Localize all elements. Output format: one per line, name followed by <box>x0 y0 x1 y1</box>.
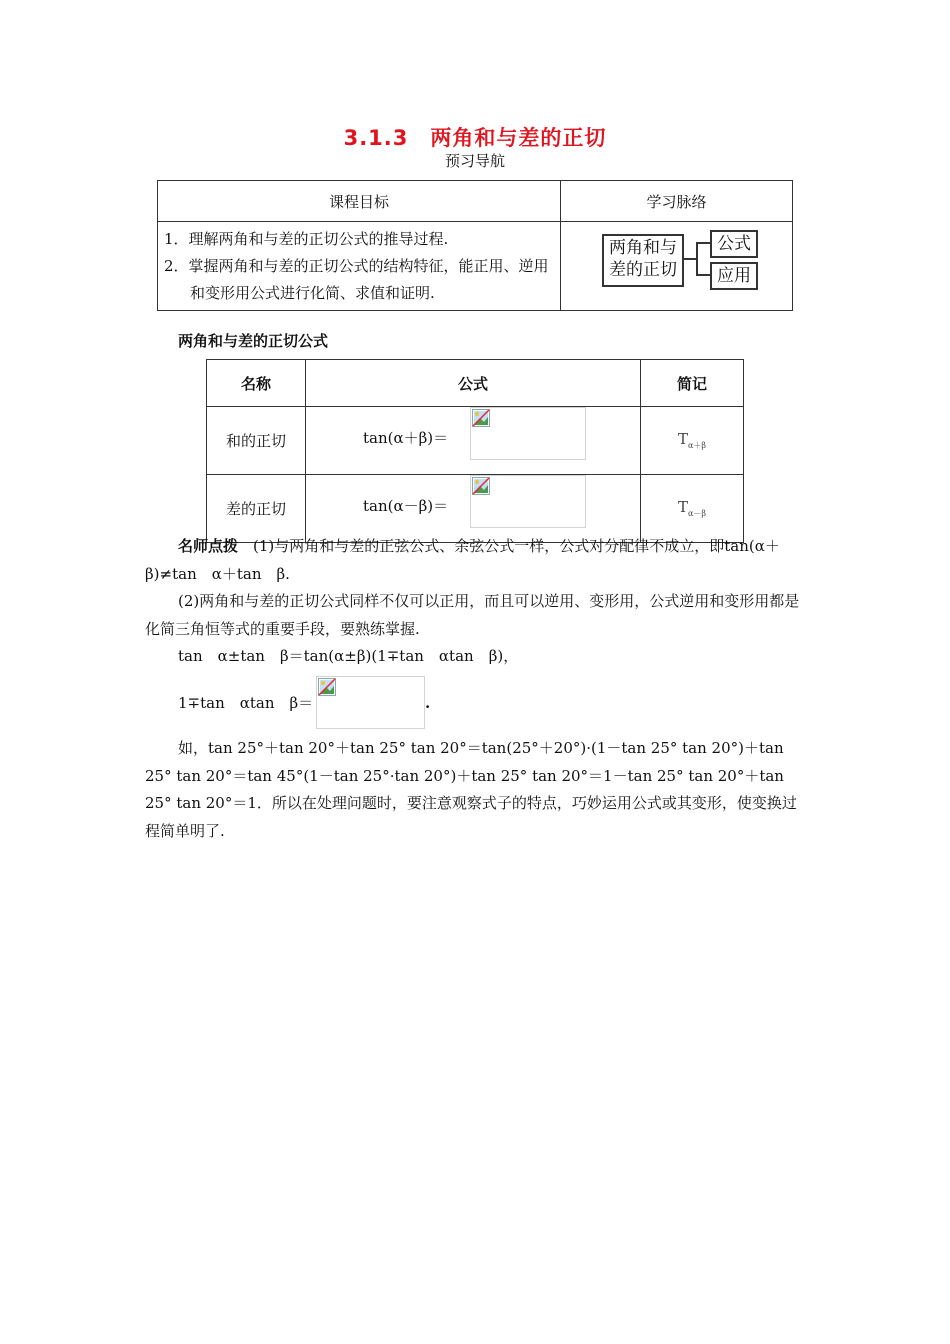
abbr-diff-sub: α－β <box>688 509 707 518</box>
broken-image-icon <box>472 477 490 495</box>
row-diff-name: 差的正切 <box>207 475 306 543</box>
row-sum-formula <box>305 407 640 475</box>
diagram-connector-top <box>696 242 710 244</box>
formula-diff-image <box>470 475 586 528</box>
tip-paragraph-3: tan α±tan β＝tan(α±β)(1∓tan αtan β)， <box>178 647 519 665</box>
goal-2: 2．掌握两角和与差的正切公式的结构特征，能正用、逆用和变形用公式进行化简、求值和证明. <box>164 257 549 302</box>
goal-1: 1．理解两角和与差的正切公式的推导过程. <box>164 230 449 248</box>
tip-paragraph-4 <box>145 690 807 718</box>
header-formula: 公式 <box>305 360 640 407</box>
formula-sum-image <box>470 407 586 460</box>
section-heading: 两角和与差的正切公式 <box>178 332 329 350</box>
diagram-connector-bottom <box>696 274 710 276</box>
goals-cell <box>158 222 561 311</box>
diagram-main-line2: 差的正切 <box>609 260 677 280</box>
broken-image-icon <box>318 678 336 696</box>
tip-text-1: (1)与两角和与差的正弦公式、余弦公式一样，公式对分配律不成立，即tan(α＋β)≠tan α＋tan β. <box>145 537 780 583</box>
overview-table <box>157 180 793 311</box>
header-name: 名称 <box>207 360 306 407</box>
diagram-connector-vertical <box>696 242 698 275</box>
diagram-application-box: 应用 <box>710 262 758 290</box>
abbr-diff-main: T <box>677 498 688 516</box>
page-title: 3.1.3 两角和与差的正切 <box>343 126 607 150</box>
formula-diff-text: tan(α－β)＝ <box>362 497 449 515</box>
tip-4-suffix: . <box>425 694 431 712</box>
diagram-formula-box: 公式 <box>710 230 758 258</box>
page-subtitle: 预习导航 <box>444 152 505 170</box>
learning-diagram <box>562 224 791 308</box>
abbr-sum-main: T <box>677 430 688 448</box>
tip-paragraph-1 <box>145 533 807 588</box>
tip-paragraph-2: (2)两角和与差的正切公式同样不仅可以正用，而且可以逆用、变形用，公式逆用和变形用都是化简三角恒等式的重要手段，要熟练掌握. <box>145 592 800 638</box>
formula-table <box>206 359 744 543</box>
abbr-sum-sub: α＋β <box>688 441 707 450</box>
identity-formula-image <box>316 676 425 729</box>
diagram-cell <box>561 222 793 311</box>
context-header: 学习脉络 <box>561 181 793 222</box>
goals-header: 课程目标 <box>158 181 561 222</box>
tip-4-prefix: 1∓tan αtan β＝ <box>178 694 314 712</box>
tip-label: 名师点拨 <box>178 537 239 555</box>
row-sum-name: 和的正切 <box>207 407 306 475</box>
row-sum-abbr <box>641 407 744 475</box>
diagram-main-line1: 两角和与 <box>609 238 677 258</box>
diagram-main-box <box>602 234 684 287</box>
tip-paragraph-5: 如，tan 25°＋tan 20°＋tan 25° tan 20°＝tan(25°＋20°)·(1－tan 25° tan 20°)＋tan 25° tan 20°＝tan 45°(1－tan 25°·tan 20°)＋tan 25° tan 20°＝1－tan 25° tan 20°＋tan 25° tan 20°＝1．所以在处理问题时，要注意观察式子的特点，巧妙运用公式或其变形，使变换过程简单明了. <box>145 739 797 840</box>
header-abbr: 简记 <box>641 360 744 407</box>
formula-sum-text: tan(α＋β)＝ <box>362 429 449 447</box>
broken-image-icon <box>472 409 490 427</box>
